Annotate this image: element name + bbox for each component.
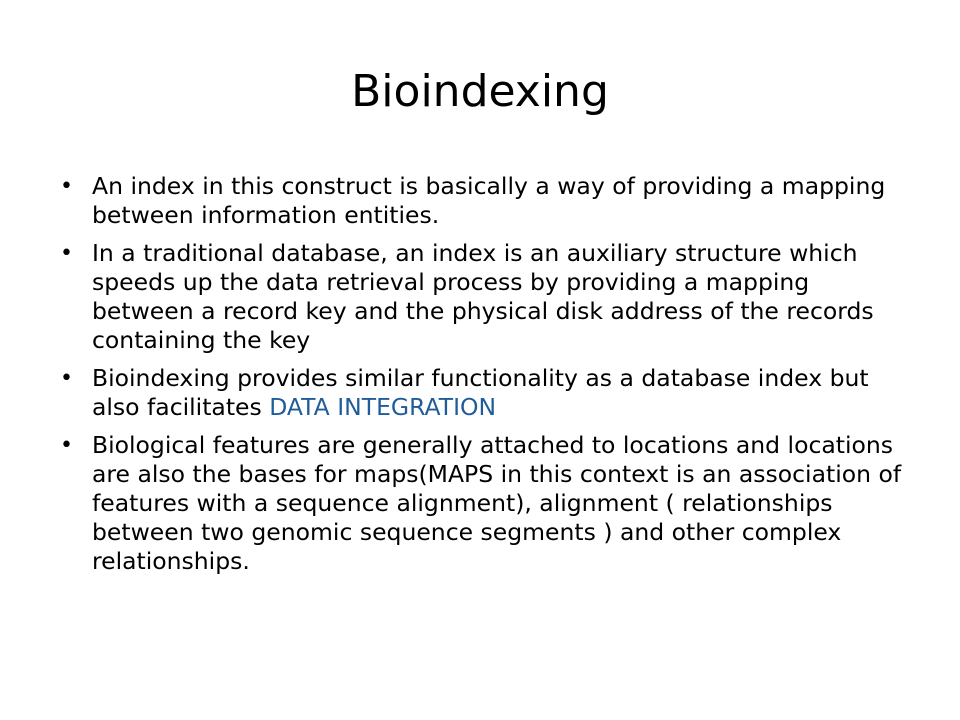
- slide-title: Bioindexing: [351, 66, 609, 117]
- bullet-item: [52, 172, 902, 230]
- bullet-text: Biological features are generally attached to locations and locations are also the bases for maps(MAPS in this context is an association of features with a sequence alignment), alignment ( relationships between two genomic sequence segments ) and other complex relationships.: [92, 431, 902, 575]
- bullet-dot-icon: •: [60, 366, 73, 391]
- bullet-list: [52, 172, 902, 585]
- bullet-text: Bioindexing provides similar functionality as a database index but also facilitates: [92, 364, 869, 421]
- bullet-text: In a traditional database, an index is an auxiliary structure which speeds up the data retrieval process by providing a mapping between a record key and the physical disk address of the records containing the key: [92, 239, 874, 354]
- bullet-item: [52, 431, 902, 576]
- bullet-dot-icon: •: [60, 241, 73, 266]
- bullet-item: [52, 364, 902, 422]
- bullet-text: An index in this construct is basically a way of providing a mapping between information entities.: [92, 172, 886, 229]
- bullet-item: [52, 239, 902, 355]
- data-integration-highlight: DATA INTEGRATION: [269, 393, 497, 421]
- bullet-dot-icon: •: [60, 433, 73, 458]
- bullet-dot-icon: •: [60, 174, 73, 199]
